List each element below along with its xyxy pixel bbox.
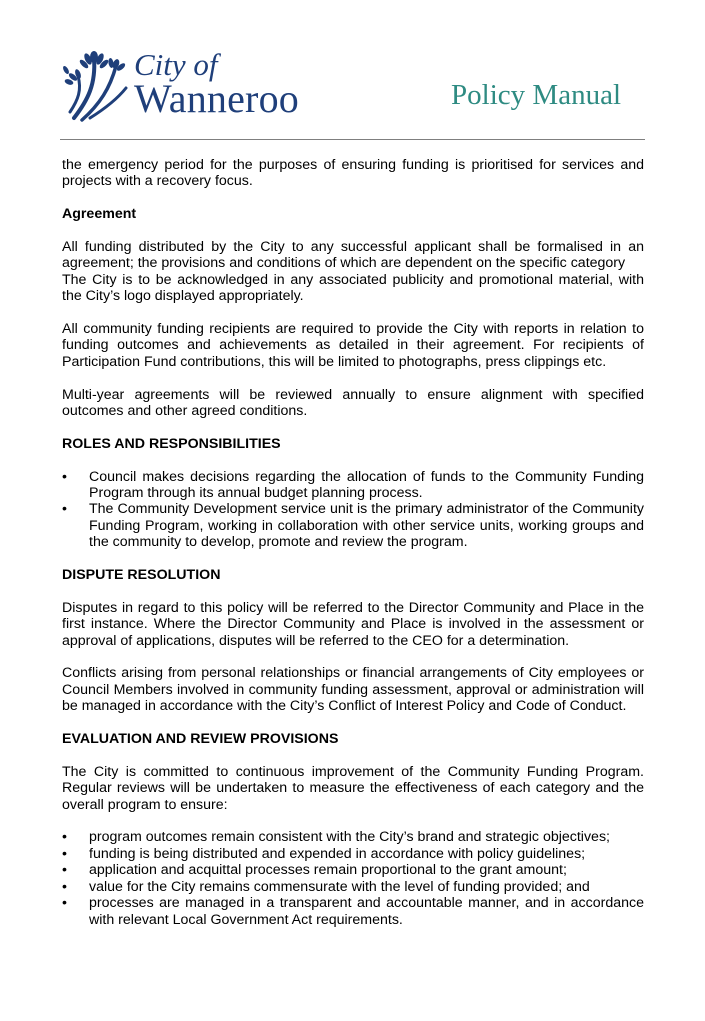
list-item	[62, 469, 644, 502]
bullet: •	[62, 878, 67, 895]
dispute-paragraph: Disputes in regard to this policy will be referred to the Director Community and Place in the first instance. Where the Director Community and Place is involved in the assessment or approval of applications, disputes will be referred to the CEO for a determination.	[62, 599, 644, 649]
list-item-text: processes are managed in a transparent and accountable manner, and in accordance with relevant Local Government Act requirements.	[89, 895, 644, 928]
roles-list	[62, 469, 644, 551]
list-item	[62, 895, 644, 928]
list-item-text: program outcomes remain consistent with the City’s brand and strategic objectives;	[89, 829, 610, 846]
agreement-heading: Agreement	[62, 206, 137, 223]
dispute-heading: DISPUTE RESOLUTION	[62, 567, 221, 584]
list-item-text: funding is being distributed and expended in accordance with policy guidelines;	[89, 845, 586, 862]
list-item-text: The Community Development service unit is the primary administrator of the Community Funding Program, working in collaboration with other service units, working groups and the community to develop, promote and review the program.	[89, 501, 644, 551]
bullet: •	[62, 501, 67, 518]
bullet: •	[62, 845, 67, 862]
reporting-paragraph: All community funding recipients are required to provide the City with reports in relation to funding outcomes and achievements as detailed in their agreement. For recipients of Participation Fund contributions, this will be limited to photographs, press clippings etc.	[62, 321, 644, 370]
list-item	[62, 501, 644, 550]
list-item-text: value for the City remains commensurate with the level of funding provided; and	[89, 878, 590, 895]
conflicts-paragraph: Conflicts arising from personal relationships or financial arrangements of City employees or Council Members involved in community funding assessment, approval or administration will be managed in accordance with the City’s Conflict of Interest Policy and Code of Conduct.	[62, 665, 644, 715]
list-item	[62, 829, 644, 845]
list-item	[62, 879, 644, 895]
policy-manual-title: Policy Manual	[451, 79, 621, 111]
logo-city-of-text: City of	[134, 47, 218, 82]
list-item-text: application and acquittal processes remain proportional to the grant amount;	[89, 862, 567, 879]
bullet: •	[62, 862, 67, 879]
city-of-wanneroo-logo	[60, 48, 322, 122]
list-item	[62, 846, 644, 862]
logo-wanneroo-text: Wanneroo	[134, 76, 299, 121]
bullet: •	[62, 468, 67, 485]
evaluation-heading: EVALUATION AND REVIEW PROVISIONS	[62, 731, 339, 748]
bullet: •	[62, 895, 67, 912]
agreement-line-1: All funding distributed by the City to any successful applicant shall be formalised in an agreement; the provisions and conditions of which are dependent on the specific category	[62, 239, 644, 272]
multi-year-paragraph: Multi-year agreements will be reviewed annually to ensure alignment with specified outcomes and other agreed conditions.	[62, 386, 644, 420]
header-divider	[60, 139, 645, 140]
agreement-paragraph	[62, 239, 644, 305]
bullet: •	[62, 829, 67, 846]
agreement-line-2: The City is to be acknowledged in any associated publicity and promotional material, with the City’s logo displayed appropriately.	[62, 271, 644, 305]
list-item-text: Council makes decisions regarding the allocation of funds to the Community Funding Program through its annual budget planning process.	[89, 468, 644, 502]
roles-heading: ROLES AND RESPONSIBILITIES	[62, 435, 281, 452]
evaluation-list	[62, 829, 644, 927]
list-item	[62, 862, 644, 878]
policy-body	[62, 157, 644, 944]
wanneroo-plant-logo-icon	[60, 48, 134, 122]
evaluation-paragraph: The City is committed to continuous improvement of the Community Funding Program. Regular reviews will be undertaken to measure the effectiveness of each category and the overall program to ensure:	[62, 763, 644, 813]
intro-paragraph: the emergency period for the purposes of ensuring funding is prioritised for services and projects with a recovery focus.	[62, 157, 644, 190]
